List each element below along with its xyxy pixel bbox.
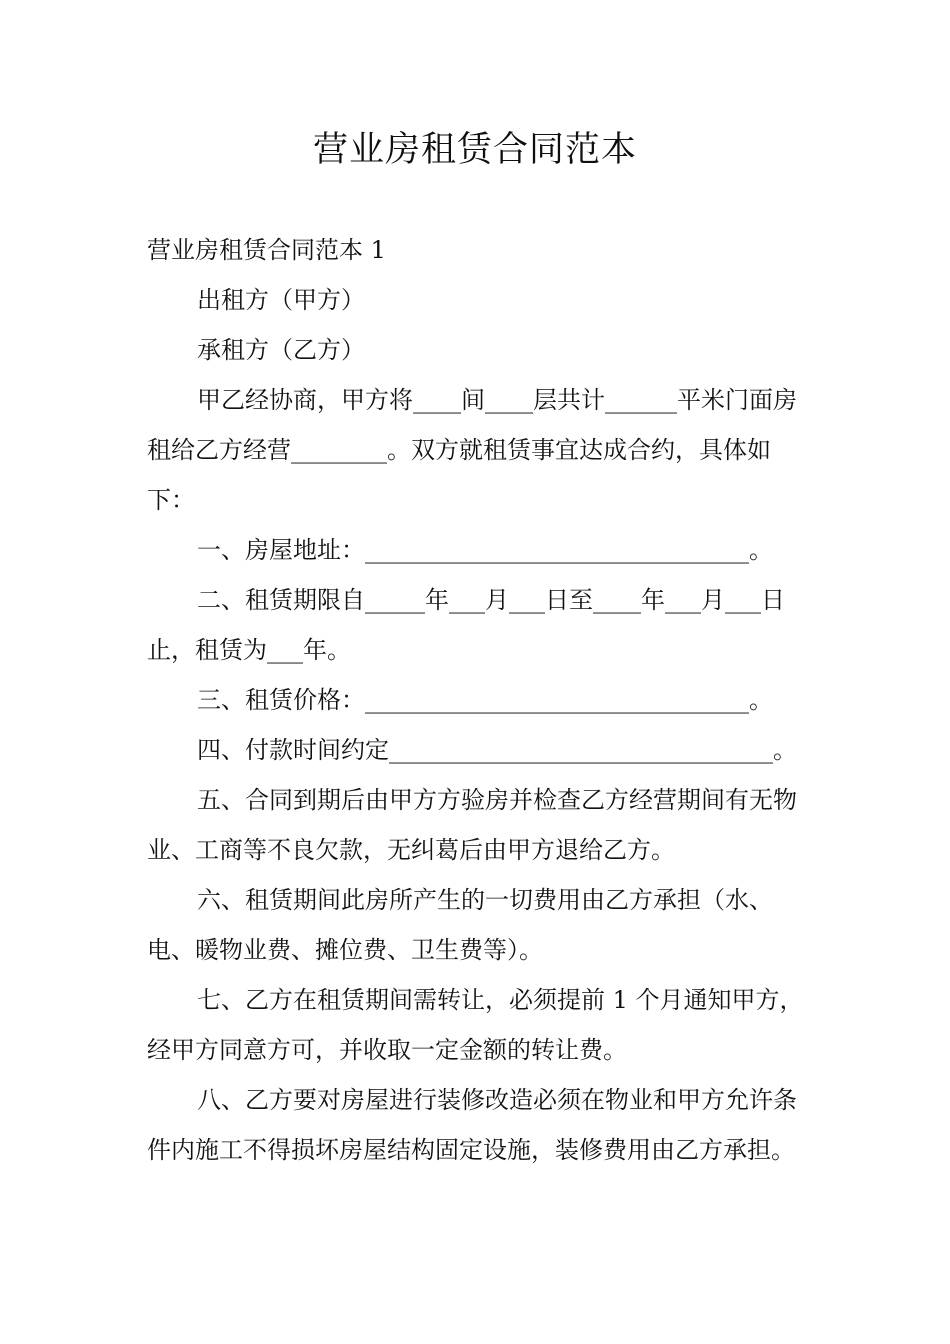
lessor-line: 出租方（甲方） <box>197 286 365 314</box>
lessee-line: 承租方（乙方） <box>197 336 365 364</box>
clause-8-renovation: 八、乙方要对房屋进行装修改造必须在物业和甲方允许条件内施工不得损坏房屋结构固定设施，装修费用由乙方承担。 <box>147 1086 797 1164</box>
section-heading: 营业房租赁合同范本 1 <box>147 236 386 264</box>
agreement-intro-paragraph: 甲乙经协商，甲方将____间____层共计______平米门面房租给乙方经营________。双方就租赁事宜达成合约，具体如下： <box>147 386 797 514</box>
clause-2-term: 二、租赁期限自_____年___月___日至____年___月___日止，租赁为___年。 <box>147 586 785 664</box>
clause-6-expenses: 六、租赁期间此房所产生的一切费用由乙方承担（水、电、暖物业费、摊位费、卫生费等）。 <box>147 886 773 964</box>
clause-5-inspection: 五、合同到期后由甲方方验房并检查乙方经营期间有无物业、工商等不良欠款，无纠葛后由甲方退给乙方。 <box>147 786 797 864</box>
clause-1-address: 一、房屋地址：________________________________。 <box>197 536 773 564</box>
document-body <box>147 225 817 1175</box>
clause-3-price: 三、租赁价格：________________________________。 <box>197 686 773 714</box>
document-title: 营业房租赁合同范本 <box>312 130 637 170</box>
clause-4-payment-time: 四、付款时间约定________________________________。 <box>197 736 797 764</box>
clause-7-transfer: 七、乙方在租赁期间需转让，必须提前 1 个月通知甲方，经甲方同意方可，并收取一定金额的转让费。 <box>147 986 804 1064</box>
